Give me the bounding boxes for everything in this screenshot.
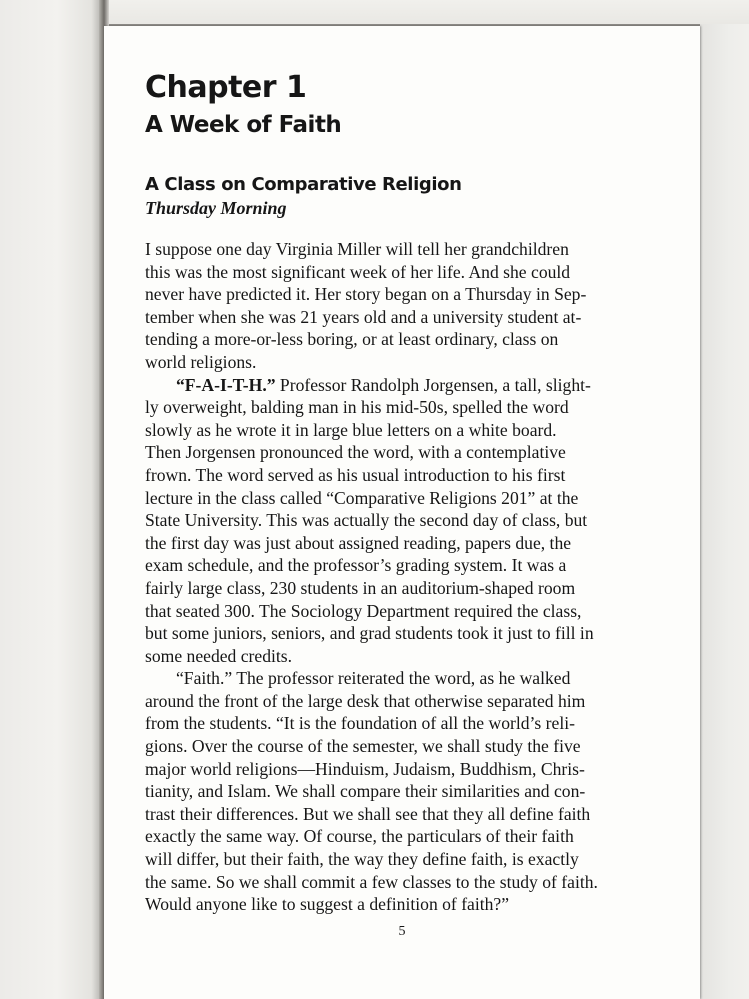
text-line: I suppose one day Virginia Miller will tell her grandchildren: [145, 239, 569, 259]
text-line: exam schedule, and the professor’s grading system. It was a: [145, 555, 567, 576]
chapter-title: A Week of Faith: [145, 112, 342, 138]
text-line: exactly the same way. Of course, the particulars of their faith: [145, 826, 574, 847]
text-line: trast their differences. But we shall see that they all define faith: [145, 803, 591, 824]
text-line: from the students. “It is the foundation of all the world’s reli-: [145, 713, 575, 734]
facing-page: [0, 0, 104, 999]
text-line: around the front of the large desk that otherwise separated him: [145, 690, 586, 711]
text-line: slowly as he wrote it in large blue letters on a white board.: [145, 419, 557, 440]
text-line: tianity, and Islam. We shall compare their similarities and con-: [145, 781, 586, 802]
text-line: will differ, but their faith, the way they define faith, is exactly: [145, 849, 579, 870]
text-line: State University. This was actually the second day of class, but: [145, 510, 588, 531]
text-line: lecture in the class called “Comparative Religions 201” at the: [145, 487, 579, 508]
spelled-word: “F-A-I-T-H.”: [176, 374, 276, 395]
section-subtitle: Thursday Morning: [145, 198, 287, 218]
text-line: frown. The word served as his usual introduction to his first: [145, 464, 566, 485]
text-line: but some juniors, seniors, and grad students took it just to fill in: [145, 623, 594, 644]
text-line: gions. Over the course of the semester, we shall study the five: [145, 736, 581, 757]
text-line: [145, 374, 655, 397]
text-line: “Faith.” The professor reiterated the word, as he walked: [176, 668, 571, 689]
page-number: 5: [398, 924, 406, 939]
text-line: Then Jorgensen pronounced the word, with a contemplative: [145, 442, 566, 463]
book-page: [104, 26, 700, 999]
text-line: some needed credits.: [145, 645, 293, 666]
text-line: tember when she was 21 years old and a university student at-: [145, 306, 582, 327]
body-text: [145, 238, 655, 916]
page-right-edge: [700, 24, 749, 999]
page-top-edge: [104, 0, 749, 24]
text-line-rest: Professor Randolph Jorgensen, a tall, slight-: [275, 374, 591, 395]
text-line: world religions.: [145, 351, 257, 372]
text-line: tending a more-or-less boring, or at least ordinary, class on: [145, 329, 559, 350]
text-line: that seated 300. The Sociology Department required the class,: [145, 600, 582, 621]
text-line: never have predicted it. Her story began on a Thursday in Sep-: [145, 284, 587, 305]
chapter-number: Chapter 1: [145, 70, 307, 105]
text-line: Would anyone like to suggest a definition of faith?”: [145, 894, 510, 915]
text-line: this was the most significant week of her life. And she could: [145, 261, 571, 282]
text-line: major world religions—Hinduism, Judaism, Buddhism, Chris-: [145, 758, 585, 779]
text-line: fairly large class, 230 students in an auditorium-shaped room: [145, 577, 576, 598]
text-line: the first day was just about assigned reading, papers due, the: [145, 532, 572, 553]
text-line: the same. So we shall commit a few classes to the study of faith.: [145, 871, 598, 892]
text-line: ly overweight, balding man in his mid-50s, spelled the word: [145, 397, 569, 418]
section-title: A Class on Comparative Religion: [145, 174, 462, 195]
